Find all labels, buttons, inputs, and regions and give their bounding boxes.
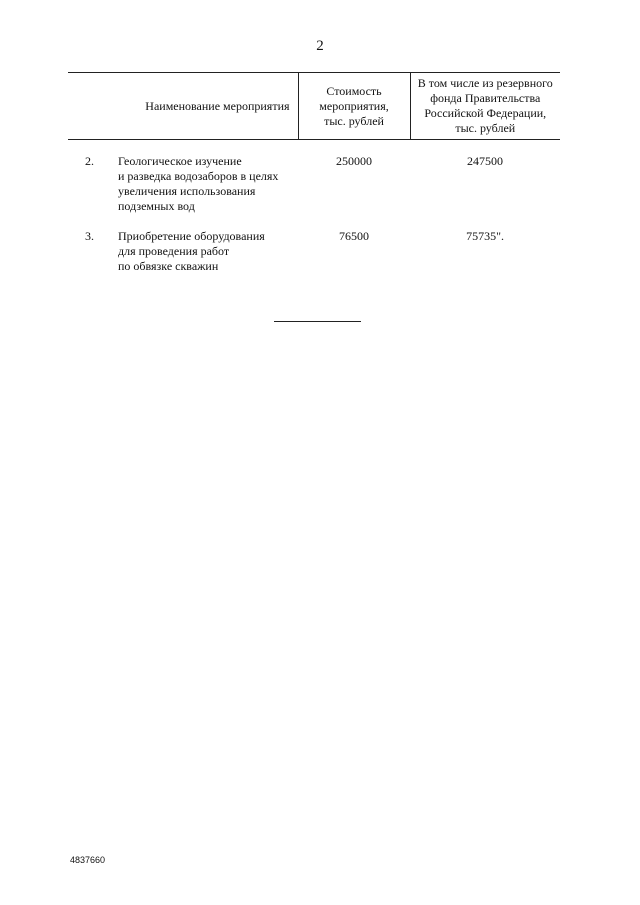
row-reserve-amount: 75735". bbox=[466, 229, 504, 243]
row-cost: 76500 bbox=[339, 229, 370, 243]
row-cost: 250000 bbox=[336, 154, 373, 168]
measures-table bbox=[68, 72, 560, 274]
table-row bbox=[68, 214, 560, 274]
row-measure-name bbox=[108, 214, 298, 274]
header-cost-line: мероприятия, bbox=[319, 98, 389, 113]
measure-name-line: и разведка водозаборов в целях bbox=[118, 169, 279, 183]
header-reserve-line: тыс. рублей bbox=[455, 121, 516, 135]
row-number: 2. bbox=[85, 154, 94, 168]
measure-name-line: Приобретение оборудования bbox=[118, 229, 265, 243]
measure-name-line: для проведения работ bbox=[118, 244, 230, 258]
measure-name-line: Геологическое изучение bbox=[118, 154, 242, 168]
row-reserve-amount: 247500 bbox=[467, 154, 504, 168]
document-code: 4837660 bbox=[70, 855, 106, 865]
header-cost bbox=[298, 73, 410, 140]
header-reserve-line: Российской Федерации, bbox=[424, 106, 547, 120]
row-measure-name bbox=[108, 140, 298, 215]
header-measure-name: Наименование мероприятия bbox=[145, 98, 290, 113]
header-reserve-line: В том числе из резервного bbox=[417, 76, 553, 90]
header-reserve-fund bbox=[410, 73, 560, 140]
table-row bbox=[68, 140, 560, 215]
header-cost-line: Стоимость bbox=[326, 83, 382, 98]
table-header-row bbox=[68, 73, 560, 140]
end-of-document-rule bbox=[274, 321, 361, 322]
header-reserve-line: фонда Правительства bbox=[430, 91, 541, 105]
measures-table-container bbox=[68, 72, 560, 274]
row-number: 3. bbox=[85, 229, 94, 243]
measure-name-line: увеличения использования bbox=[118, 184, 256, 198]
page-number: 2 bbox=[316, 38, 324, 54]
header-cost-line: тыс. рублей bbox=[324, 113, 384, 128]
measure-name-line: по обвязке скважин bbox=[118, 259, 219, 273]
measure-name-line: подземных вод bbox=[118, 199, 195, 213]
